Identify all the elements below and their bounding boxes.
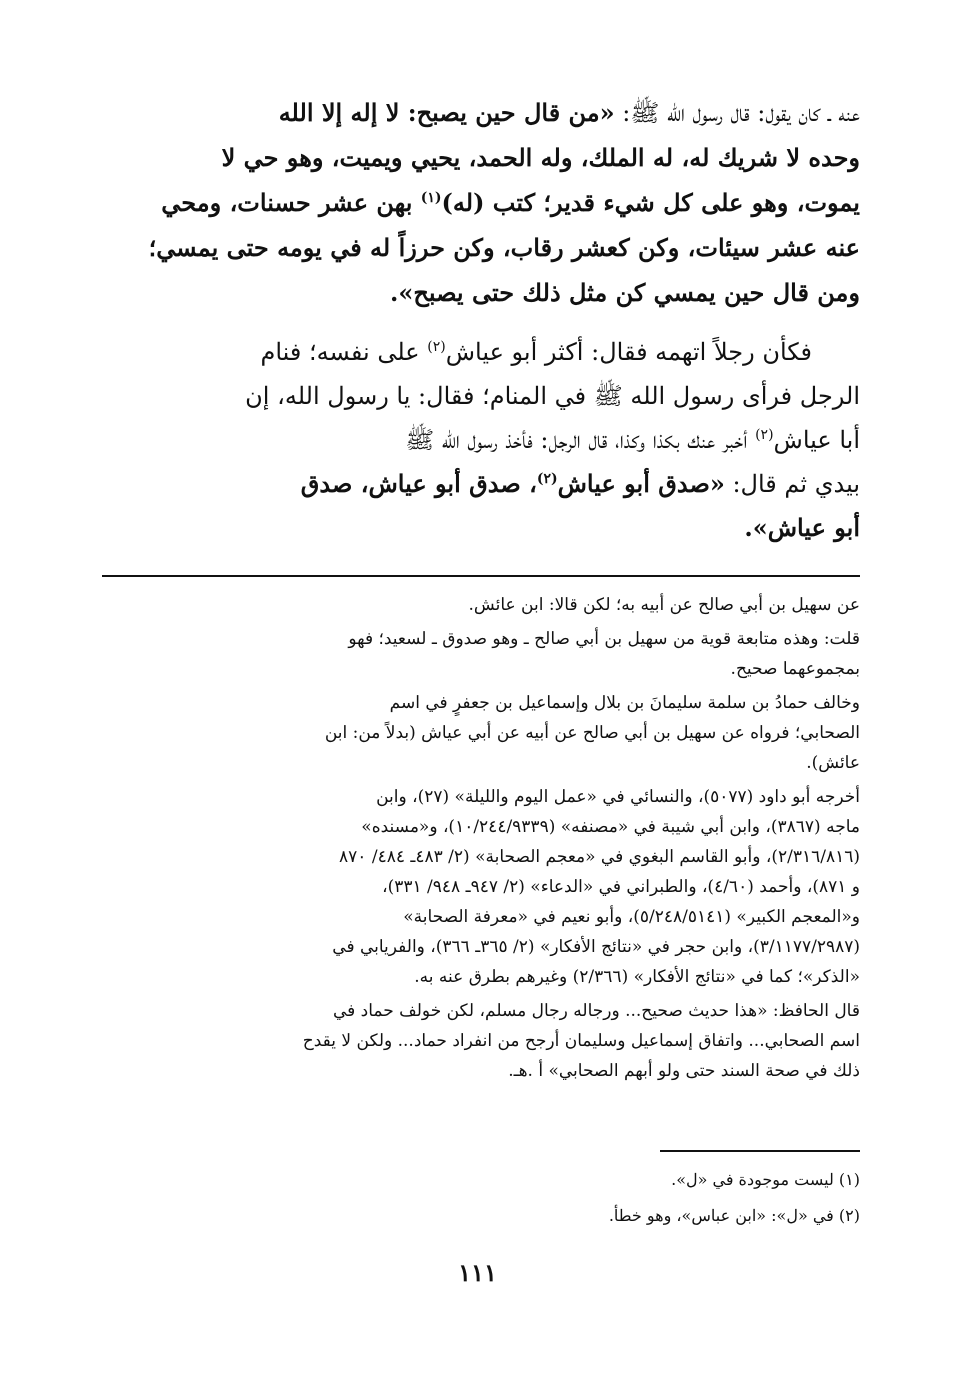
notes-line: (٢/٣١٦/٨١٦)، وأبو القاسم البغوي في «معجم الصحابة» (٢/ ٤٨٣ـ ٤٨٤/ ٨٧٠ [339,847,860,867]
notes-line: بمجموعهما صحيح. [730,659,860,679]
notes-paragraph [102,590,860,620]
hadith-line: يموت، وهو على كل شيء قدير؛ كتب (له)$^{(١)}$ بهن عشر حسنات، ومحي [161,188,860,217]
story-line: بيدي ثم قال: «صدق أبو عياش$^{(٢)}$، صدق أبو عياش، صدق [300,469,860,498]
section-divider [102,575,860,577]
hadith-line: وحده لا شريك له، له الملك، وله الحمد، يحيي ويميت، وهو حي لا [221,143,860,172]
notes-line: وخالف حمادُ بن سلمة سليمانَ بن بلال وإسماعيل بن جعفرٍ في اسم [389,693,860,713]
page-number: ١١١ [458,1258,497,1287]
notes-line: ماجه (٣٨٦٧)، وابن أبي شيبة في «مصنفه» (١٠/٢٤٤/٩٣٣٩)، و«مسنده» [361,817,860,837]
notes-line: ذلك في صحة السند حتى ولو أبهم الصحابي» أ .هـ. [508,1061,860,1081]
notes-line: الصحابي؛ فرواه عن سهيل بن أبي صالح عن أبيه عن أبي عياش (بدلاً من: ابن [324,723,860,743]
notes-line: «الذكر»؛ كما في «نتائج الأفكار» (٢/٣٦٦) وغيرهم بطرق عنه به. [414,967,860,987]
hadith-line: عنه عشر سيئات، وكن كعشر رقاب، وكن حرزاً له في يومه حتى يمسي؛ [148,233,860,262]
notes-line: قلت: وهذه متابعة قوية من سهيل بن أبي صالح ـ وهو صدوق ـ لسعيد؛ فهو [348,629,860,649]
story-text [102,330,860,550]
notes-line: عن سهيل بن أبي صالح عن أبيه به؛ لكن قالا: ابن عائش. [468,595,860,615]
hadith-text [102,90,860,315]
story-line: أبو عياش». [744,513,860,542]
hadith-line: ومن قال حين يمسي كن مثل ذلك حتى يصبح». [390,278,860,307]
story-line: الرجل فرأى رسول الله ﷺ في المنام؛ فقال: يا رسول الله، إن [245,382,860,410]
notes-line: أخرجه أبو داود (٥٠٧٧)، والنسائي في «عمل اليوم والليلة» (٢٧)، وابن [376,787,860,807]
notes-line: قال الحافظ: «هذا حديث صحيح... ورجاله رجال مسلم، لكن خولف حماد في [332,1001,860,1021]
story-line: فكأن رجلاً اتهمه فقال: أكثر أبو عياش$^{(٢)}$ على نفسه؛ فنام [260,338,860,366]
notes-line: اسم الصحابي... واتفاق إسماعيل وسليمان أرجح من انفراد حماد... ولكن لا يقدح [302,1031,860,1051]
hadith-line: عنه ـ كان يقول: قال رسول الله ﷺ: «من قال حين يصبح: لا إله إلا الله [278,98,860,127]
notes-line: (٣/١١٧٧/٢٩٨٧)، وابن حجر في «نتائج الأفكار» (٢/ ٣٦٥ـ ٣٦٦)، والفريابي في [332,937,860,957]
footnote-2: (٢) في «ل»: «ابن عباس»، وهو خطأ. [608,1206,860,1225]
notes-paragraph [102,782,860,992]
footnote-divider [660,1150,860,1152]
notes-line: عائش). [806,753,860,773]
footnote-1: (١) ليست موجودة في «ل». [671,1170,860,1189]
notes-paragraph [102,688,860,778]
notes-line: و«المعجم الكبير» (٥/٢٤٨/٥١٤١)، وأبو نعيم في «معرفة الصحابة» [403,907,860,927]
notes-paragraph [102,996,860,1086]
notes-line: و ٨٧١)، وأحمد (٤/٦٠)، والطبراني في «الدعاء» (٢/ ٩٤٧ـ ٩٤٨/ ٣٣١)، [382,877,860,897]
notes-section [102,590,860,1090]
notes-paragraph [102,624,860,684]
footnotes [102,1162,860,1234]
story-line: أبا عياش$^{(٢)}$ أخبر عنك بكذا وكذا، قال الرجل: فأخذ رسول الله ﷺ [405,426,860,454]
